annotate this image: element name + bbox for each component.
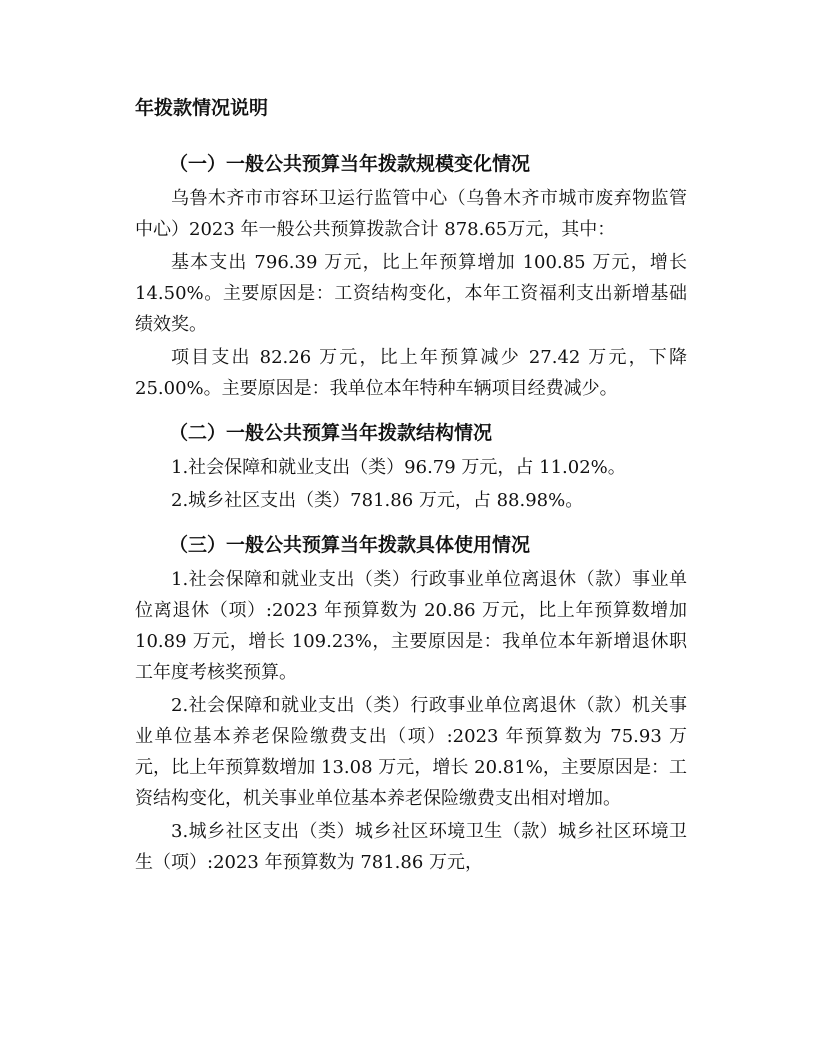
section-heading: （一）一般公共预算当年拨款规模变化情况 (169, 153, 531, 175)
section-heading: （三）一般公共预算当年拨款具体使用情况 (169, 534, 531, 556)
paragraph: 乌鲁木齐市市容环卫运行监管中心（乌鲁木齐市城市废弃物监管中心）2023 年一般公共预算拨款合计 878.65万元，其中： (135, 188, 687, 240)
paragraph: 1.社会保障和就业支出（类）96.79 万元，占 11.02%。 (171, 457, 626, 478)
paragraph: 1.社会保障和就业支出（类）行政事业单位离退休（款）事业单位离退休（项）:2023 年预算数为 20.86 万元，比上年预算数增加 10.89 万元，增长 109.23%，主要原因是：我单位本年新增退休职工年度考核奖预算。 (135, 569, 687, 683)
paragraph: 基本支出 796.39 万元，比上年预算增加 100.85 万元，增长 14.50%。主要原因是：工资结构变化，本年工资福利支出新增基础绩效奖。 (135, 252, 687, 335)
paragraph: 2.城乡社区支出（类）781.86 万元，占 88.98%。 (171, 490, 584, 511)
section-structure (135, 418, 687, 516)
section-heading: （二）一般公共预算当年拨款结构情况 (169, 422, 493, 444)
section-usage (135, 530, 687, 878)
document-title: 年拨款情况说明 (135, 97, 269, 119)
paragraph: 2.社会保障和就业支出（类）行政事业单位离退休（款）机关事业单位基本养老保险缴费支出（项）:2023 年预算数为 75.93 万元，比上年预算数增加 13.08 万元，增长 20.81%，主要原因是：工资结构变化，机关事业单位基本养老保险缴费支出相对增加。 (135, 695, 687, 809)
paragraph: 项目支出 82.26 万元，比上年预算减少 27.42 万元，下降 25.00%。主要原因是：我单位本年特种车辆项目经费减少。 (135, 347, 687, 399)
document-body (135, 94, 687, 892)
section-scale-change (135, 149, 687, 404)
paragraph: 3.城乡社区支出（类）城乡社区环境卫生（款）城乡社区环境卫生（项）:2023 年预算数为 781.86 万元， (135, 821, 687, 873)
